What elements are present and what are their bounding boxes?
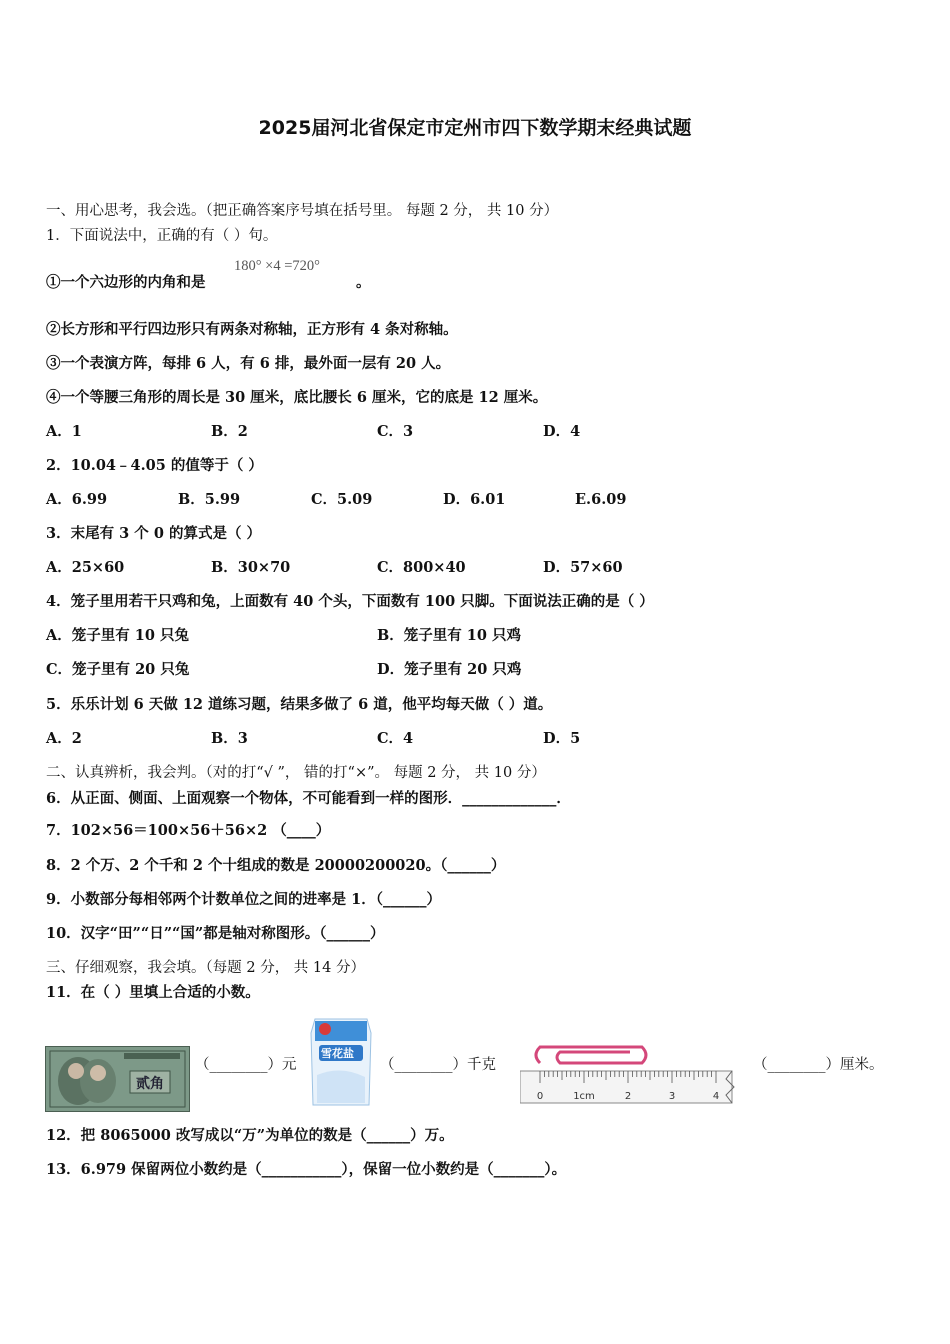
q1-stem: 1．下面说法中，正确的有（ ）句。 bbox=[46, 228, 278, 244]
q1-s1-period: 。 bbox=[356, 274, 371, 291]
q6: 6．从正面、侧面、上面观察一个物体，不可能看到一样的图形．_____________． bbox=[46, 790, 571, 807]
q4-option-c: C．笼子里有 20 只兔 bbox=[46, 661, 190, 678]
q1-statement-3: ③一个表演方阵，每排 6 人，有 6 排，最外面一层有 20 人。 bbox=[46, 355, 451, 372]
q1-s1-text: ①一个六边形的内角和是 bbox=[46, 274, 206, 291]
q1-statement-4: ④一个等腰三角形的周长是 30 厘米，底比腰长 6 厘米，它的底是 12 厘米。 bbox=[46, 389, 548, 406]
q11-stem: 11．在（ ）里填上合适的小数。 bbox=[46, 984, 260, 1001]
q2-stem: 2．10.04﹣4.05 的值等于（ ） bbox=[46, 457, 263, 474]
salt-text: 雪花盐 bbox=[321, 1047, 354, 1060]
q9: 9．小数部分每相邻两个计数单位之间的进率是 1．（______） bbox=[46, 891, 441, 908]
q2-option-e: E.6.09 bbox=[575, 491, 627, 508]
section-2-header: 二、认真辨析，我会判。（对的打“√ ”， 错的打“×”。 每题 2 分， 共 10 分） bbox=[46, 765, 546, 781]
q3-stem: 3．末尾有 3 个 0 的算式是（ ） bbox=[46, 525, 262, 542]
q7: 7．102×56＝100×56＋56×2 （____） bbox=[46, 822, 331, 839]
q3-option-d: D．57×60 bbox=[543, 559, 623, 576]
q1-option-c: C．3 bbox=[377, 423, 414, 440]
salt-bag-image bbox=[309, 1015, 373, 1110]
section-1-header: 一、用心思考，我会选。（把正确答案序号填在括号里。 每题 2 分， 共 10 分） bbox=[46, 203, 559, 219]
ruler-ticks bbox=[520, 1043, 738, 1105]
q1-statement-1 bbox=[46, 273, 206, 293]
ruler-label: 3 bbox=[668, 1091, 676, 1102]
banknote-text: 贰角 bbox=[136, 1076, 164, 1092]
q1-option-b: B．2 bbox=[211, 423, 248, 440]
q5-option-a: A．2 bbox=[46, 730, 82, 747]
q4-option-d: D．笼子里有 20 只鸡 bbox=[377, 661, 522, 678]
q12: 12．把 8065000 改写成以“万”为单位的数是（______）万。 bbox=[46, 1127, 454, 1144]
q5-option-c: C．4 bbox=[377, 730, 414, 747]
q2-option-d: D．6.01 bbox=[443, 491, 506, 508]
q5-stem: 5．乐乐计划 6 天做 12 道练习题，结果多做了 6 道，他平均每天做（ ）道。 bbox=[46, 696, 553, 713]
ruler-label: 1cm bbox=[573, 1091, 595, 1102]
q11-blank-1[interactable]: （________）元 bbox=[195, 1057, 297, 1073]
q10: 10．汉字“田”“日”“国”都是轴对称图形。（______） bbox=[46, 925, 385, 942]
ruler-label: 4 bbox=[712, 1091, 720, 1102]
q1-option-d: D．4 bbox=[543, 423, 581, 440]
q4-option-b: B．笼子里有 10 只鸡 bbox=[377, 627, 522, 644]
q13: 13．6.979 保留两位小数约是（___________），保留一位小数约是（_______）。 bbox=[46, 1161, 567, 1178]
q2-option-a: A．6.99 bbox=[46, 491, 108, 508]
q1-formula: 180° ×4 =720° bbox=[234, 258, 320, 274]
q11-blank-2[interactable]: （________）千克 bbox=[380, 1057, 496, 1073]
q3-option-a: A．25×60 bbox=[46, 559, 125, 576]
q5-option-d: D．5 bbox=[543, 730, 581, 747]
banknote-image bbox=[45, 1046, 190, 1112]
q8: 8．2 个万、2 个千和 2 个十组成的数是 20000200020。（______） bbox=[46, 857, 506, 874]
q4-stem: 4．笼子里用若干只鸡和兔，上面数有 40 个头，下面数有 100 只脚。下面说法正确的是（ ） bbox=[46, 593, 654, 610]
q2-option-b: B．5.99 bbox=[178, 491, 241, 508]
q3-option-c: C．800×40 bbox=[377, 559, 466, 576]
section-3-header: 三、仔细观察，我会填。（每题 2 分， 共 14 分） bbox=[46, 960, 365, 976]
q3-option-b: B．30×70 bbox=[211, 559, 291, 576]
q4-option-a: A．笼子里有 10 只兔 bbox=[46, 627, 190, 644]
q1-option-a: A．1 bbox=[46, 423, 82, 440]
ruler-label: 2 bbox=[624, 1091, 632, 1102]
q11-blank-3[interactable]: （________）厘米。 bbox=[753, 1057, 884, 1073]
page-title: 2025届河北省保定市定州市四下数学期末经典试题 bbox=[258, 117, 692, 139]
q1-statement-2: ②长方形和平行四边形只有两条对称轴，正方形有 4 条对称轴。 bbox=[46, 321, 458, 338]
q2-option-c: C．5.09 bbox=[311, 491, 373, 508]
ruler-label: 0 bbox=[536, 1091, 544, 1102]
q5-option-b: B．3 bbox=[211, 730, 248, 747]
ruler-paperclip-image bbox=[520, 1043, 738, 1105]
